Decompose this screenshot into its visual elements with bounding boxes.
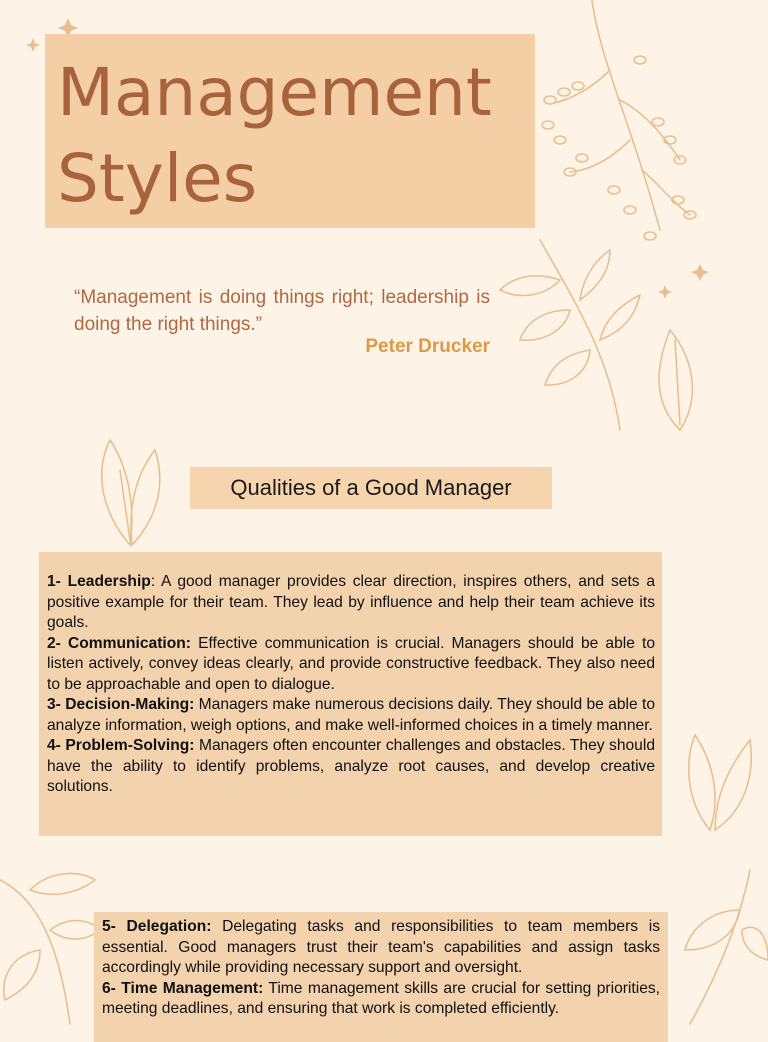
qualities-card <box>39 552 662 836</box>
page-title <box>57 50 492 222</box>
title-line-1: Management <box>57 54 492 131</box>
quality-text: Effective communication is crucial. Managers should be able to listen actively, convey ideas clearly, and provide constructive feedback. They also need to be approachable and open to dialogue. <box>47 634 655 693</box>
quote-author: Peter Drucker <box>365 336 490 357</box>
quality-title: 4- Problem-Solving: <box>47 737 195 754</box>
quality-text: Managers often encounter challenges and obstacles. They should have the ability to identify problems, analyze root causes, and develop creative solutions. <box>47 737 655 795</box>
quality-text: Managers make numerous decisions daily. They should be able to analyze information, weigh options, and make well-informed choices in a timely manner. <box>47 696 655 734</box>
quality-item <box>47 736 655 798</box>
quality-text: Time management skills are crucial for setting priorities, meeting deadlines, and ensuring that work is completed efficiently. <box>102 979 660 1017</box>
quality-title: 5- Delegation: <box>102 918 212 935</box>
quote-text: “Management is doing things right; leadership is doing the right things.” <box>74 287 490 335</box>
quality-text: : A good manager provides clear direction, inspires others, and sets a positive example for their team. They lead by influence and help their team achieve its goals. <box>47 573 655 631</box>
title-box <box>45 34 535 228</box>
quality-item <box>47 572 655 634</box>
qualities-card-continued <box>94 912 668 1042</box>
quality-title: 2- Communication: <box>47 634 191 652</box>
quality-title: 1- Leadership <box>47 573 151 590</box>
quality-item <box>102 979 660 1020</box>
quality-title: 6- Time Management: <box>102 979 264 997</box>
quality-text: Delegating tasks and responsibilities to team members is essential. Good managers trust their team's capabilities and assign tasks accordingly while providing necessary support and oversight. <box>102 918 660 976</box>
section-heading: Qualities of a Good Manager <box>190 467 552 509</box>
title-line-2: Styles <box>57 140 258 217</box>
quality-item <box>102 917 660 979</box>
quality-title: 3- Decision-Making: <box>47 696 195 713</box>
quality-item <box>47 695 655 736</box>
quality-item <box>47 634 655 696</box>
